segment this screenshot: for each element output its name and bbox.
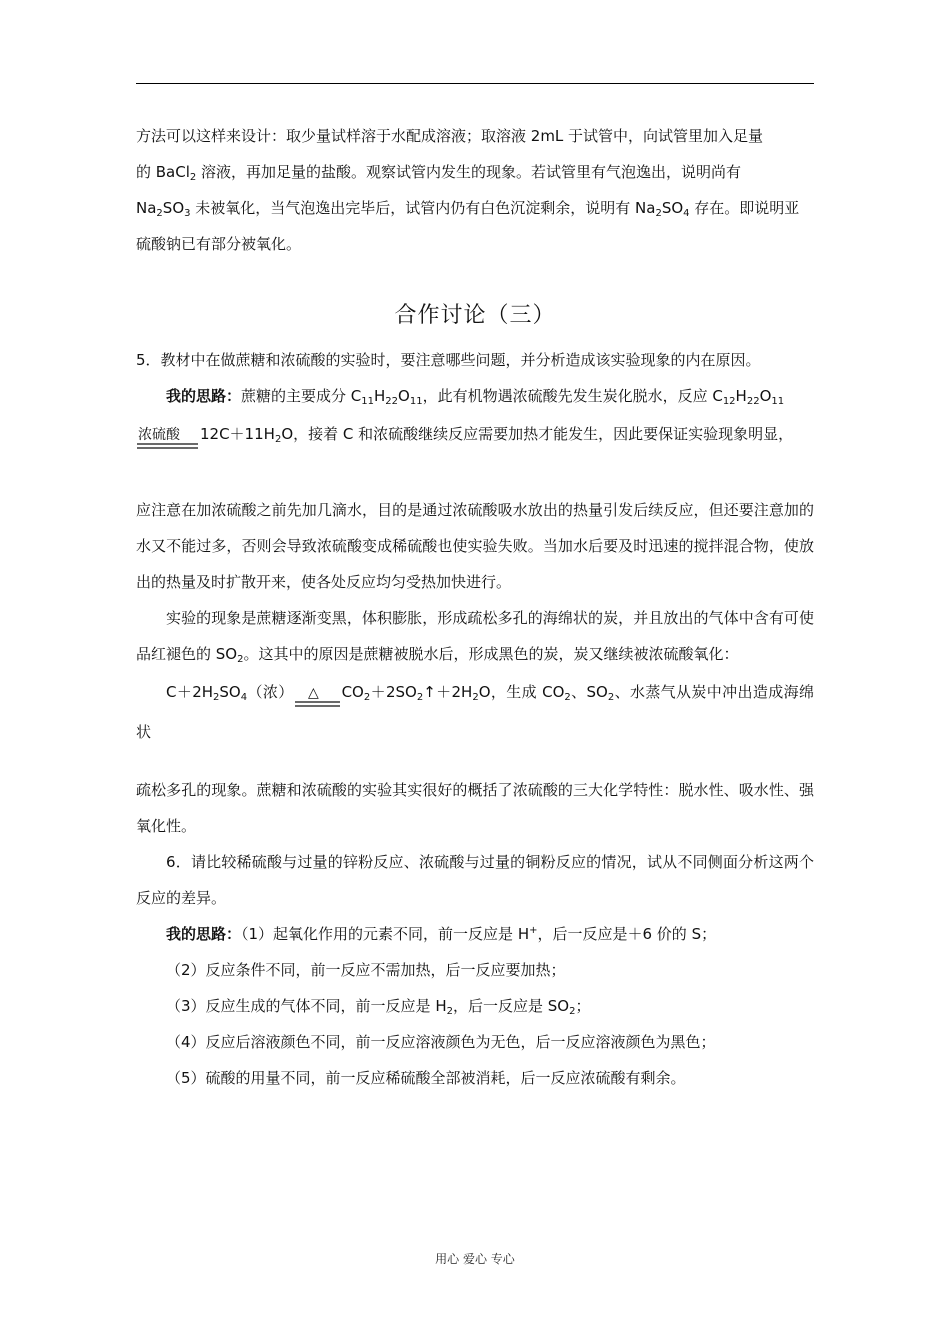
q5-paragraph-3: 疏松多孔的现象。蔗糖和浓硫酸的实验其实很好的概括了浓硫酸的三大化学特性：脱水性、吸水性、强氧化性。	[136, 781, 814, 835]
q5-question: 5．教材中在做蔗糖和浓硫酸的实验时，要注意哪些问题，并分析造成该实验现象的内在原因。	[136, 351, 761, 369]
q6-question: 6．请比较稀硫酸与过量的锌粉反应、浓硫酸与过量的铜粉反应的情况，试从不同侧面分析这两个反应的差异。	[136, 853, 814, 907]
intro-line-4: 硫酸钠已有部分被氧化。	[136, 235, 302, 253]
q5-reaction-line: $C+2H_2SO_4$（浓） △ $CO_2+2SO_2↑+2H_2O$，生成 $CO_2$、$SO_2$、水蒸气从炭中冲出造成海绵状	[136, 683, 814, 741]
question-6	[136, 844, 814, 1096]
q5-paragraph-1: 应注意在加浓硫酸之前先加几滴水，目的是通过浓硫酸吸水放出的热量引发后续反应，但还要注意加的水又不能过多，否则会导致浓硫酸变成稀硫酸也使实验失败。当加水后要及时迅速的搅拌混合物，使放出的热量及时扩散开来，使各处反应均匀受热加快进行。	[136, 501, 814, 591]
q6-label: 我的思路：	[166, 925, 242, 943]
section-title: 合作讨论（三）	[394, 303, 556, 328]
header-rule	[136, 83, 814, 84]
arrow-label: 浓硫酸	[138, 427, 180, 443]
q5-equation-line: 浓硫酸 $12C+11H_2O$，接着 C 和浓硫酸继续反应需要加热才能发生，因此要保证实验现象明显，	[136, 414, 814, 454]
intro-line-3: $Na_2SO_3$ 未被氧化，当气泡逸出完毕后，试管内仍有白色沉淀剩余，说明有 $Na_2SO_4$ 存在。即说明亚	[136, 199, 800, 219]
intro-line-1: 方法可以这样来设计：取少量试样溶于水配成溶液；取溶液 2mL 于试管中，向试管里加入足量	[136, 127, 764, 145]
q5-answer-line-1: 我的思路：蔗糖的主要成分 $C_{11}H_{22}O_{11}$，此有机物遇浓硫酸先发生炭化脱水，反应 $C_{12}H_{22}O_{11}$	[166, 387, 785, 407]
q6-item-1: 我的思路：（1）起氧化作用的元素不同，前一反应是 H+，后一反应是＋6 价的 S；	[166, 925, 717, 943]
q6-item-4: （4）反应后溶液颜色不同，前一反应溶液颜色为无色，后一反应溶液颜色为黑色；	[166, 1033, 716, 1051]
intro-line-2: 的 BaCl$_2$ 溶液，再加足量的盐酸。观察试管内发生的现象。若试管里有气泡逸出，说明尚有	[136, 163, 742, 183]
document-body	[136, 118, 814, 1096]
heat-triangle-icon: △	[307, 685, 319, 701]
reaction-arrow-heat	[294, 682, 342, 712]
reaction-arrow-conc-acid	[136, 424, 200, 454]
q6-item-2: （2）反应条件不同，前一反应不需加热，后一反应要加热；	[166, 961, 566, 979]
question-5	[136, 342, 814, 844]
q5-paragraph-2: 实验的现象是蔗糖逐渐变黑，体积膨胀，形成疏松多孔的海绵状的炭，并且放出的气体中含有可使品红褪色的 $SO_2$。这其中的原因是蔗糖被脱水后，形成黑色的炭，炭又继续被浓硫酸氧化：	[136, 609, 814, 665]
q6-item-3: （3）反应生成的气体不同，前一反应是 $H_2$，后一反应是 $SO_2$；	[166, 997, 591, 1017]
page-footer: 用心 爱心 专心	[435, 1252, 515, 1266]
q5-label: 我的思路：	[166, 387, 242, 405]
q6-item-5: （5）硫酸的用量不同，前一反应稀硫酸全部被消耗，后一反应浓硫酸有剩余。	[166, 1069, 686, 1087]
intro-paragraph	[136, 118, 814, 262]
